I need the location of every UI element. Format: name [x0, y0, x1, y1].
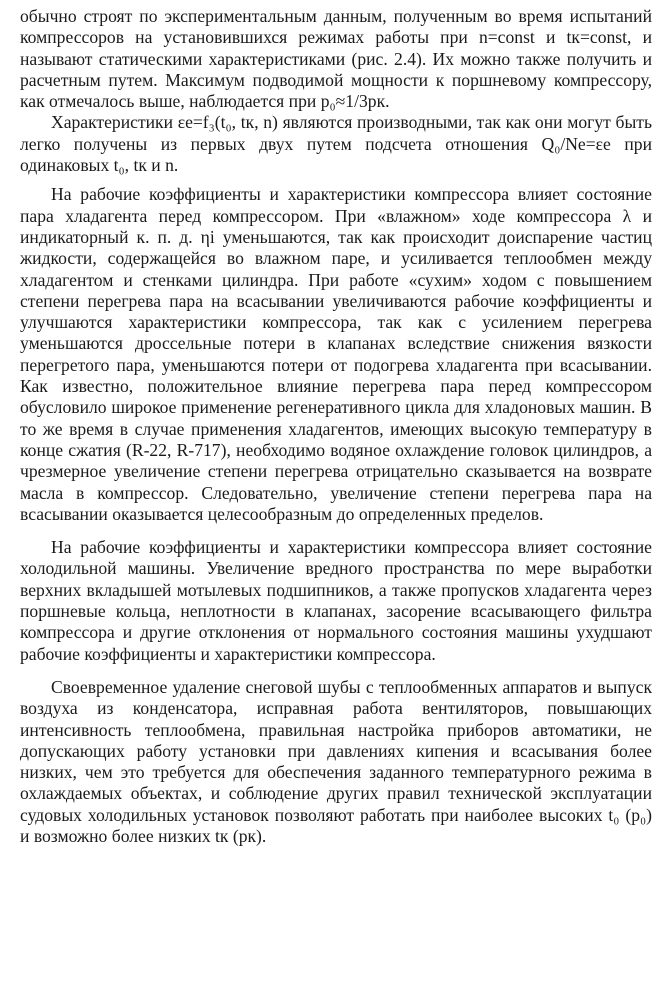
paragraph-static-characteristics: обычно строят по экспериментальным данным, полученным во время испытаний компрессоров на установившихся режимах работы при n=const и tк=const, и называют статическими характеристиками (рис. 2.4). Их можно также получить и расчетным путем. Максимум подводимой мощности к поршневому компрессору, как отмечалось выше, наблюдается при p₀≈1/3pк. — [20, 6, 652, 112]
paragraph-operation-recommendations: Своевременное удаление снеговой шубы с теплообменных аппаратов и выпуск воздуха из конденсатора, исправная работа вентиляторов, повышающих интенсивность теплообмена, правильная настройка приборов автоматики, не допускающих работу установки при давлениях кипения и всасывания более низких, чем это требуется для обеспечения заданного температурного режима в охлаждаемых объектах, и соблюдение других правил технической эксплуатации судовых холодильных установок позволяют работать при наиболее высоких t₀ (p₀) и возможно более низких tк (pк). — [20, 676, 652, 846]
paragraph-derived-characteristics: Характеристики εe=f₃(t₀, tк, n) являются производными, так как они могут быть легко получены из первых двух путем подсчета отношения Q₀/Ne=εe при одинаковых t₀, tк и n. — [20, 112, 652, 176]
paragraph-vapor-state-influence: На рабочие коэффициенты и характеристики компрессора влияет состояние пара хладагента перед компрессором. При «влажном» ходе компрессора λ и индикаторный к. п. д. ηi уменьшаются, так как происходит доиспарение частиц жидкости, содержащейся во влажном паре, и усиливается теплообмен между хладагентом и стенками цилиндра. При работе «сухим» ходом с повышением степени перегрева пара на всасывании увеличиваются рабочие коэффициенты и улучшаются характеристики компрессора, так как с усилением перегрева уменьшаются дроссельные потери в клапанах вследствие снижения вязкости перегретого пара, уменьшаются потери от подогрева хладагента при всасывании. Как известно, положительное влияние перегрева пара перед компрессором обусловило широкое применение регенеративного цикла для хладоновых машин. В то же время в случае применения хладагентов, имеющих высокую температуру в конце сжатия (R-22, R-717), необходимо водяное охлаждение головок цилиндров, а чрезмерное увеличение степени перегрева отрицательно сказывается на возврате масла в компрессор. Следовательно, увеличение степени перегрева пара на всасывании оказывается целесообразным до определенных пределов. — [20, 184, 652, 524]
paragraph-machine-state-influence: На рабочие коэффициенты и характеристики компрессора влияет состояние холодильной машины. Увеличение вредного пространства по мере выработки верхних вкладышей мотылевых подшипников, а также пропусков хладагента через поршневые кольца, неплотности в клапанах, засорение всасывающего фильтра компрессора и другие отклонения от нормального состояния машины ухудшают рабочие коэффициенты и характеристики компрессора. — [20, 537, 652, 664]
